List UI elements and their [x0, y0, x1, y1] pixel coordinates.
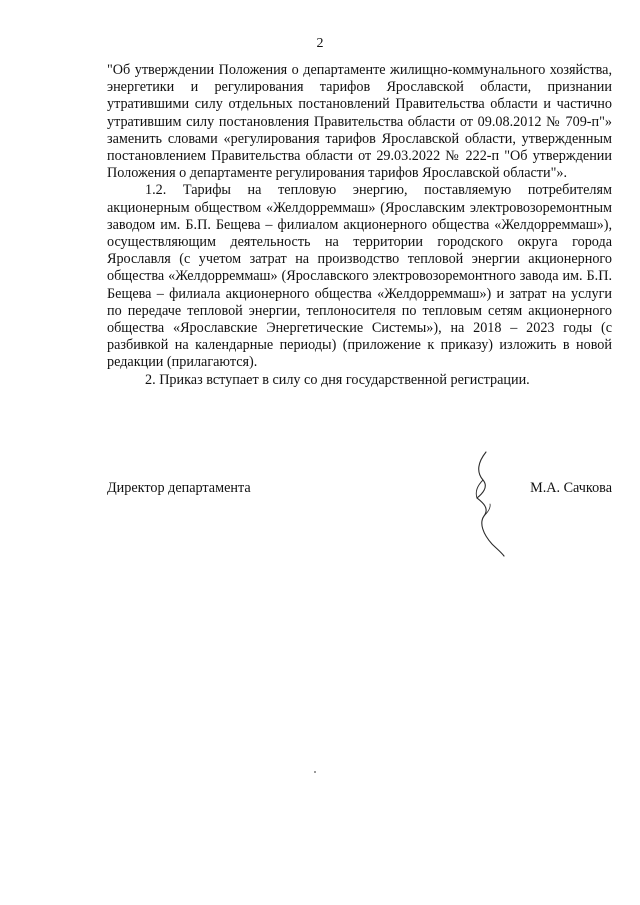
scan-speck	[314, 771, 316, 773]
handwritten-signature-icon	[468, 448, 512, 558]
signature-block	[107, 480, 612, 500]
page-number: 2	[316, 36, 324, 51]
signer-name: М.А. Сачкова	[530, 480, 612, 496]
paragraph-tariffs-clause: 1.2. Тарифы на тепловую энергию, поставляемую потребителям акционерным обществом «Желдорреммаш» (Ярославским электровозоремонтным заводом им. Б.П. Бещева – филиалом акционерного общества «Желдорреммаш»), осуществляющим деятельность на территории городского округа города Ярославля (с учетом затрат на производство тепловой энергии акционерного общества «Желдорреммаш» (Ярославского электровозоремонтного завода им. Б.П. Бещева – филиала акционерного общества «Желдорреммаш») и затрат на услуги по передаче тепловой энергии, теплоносителя по тепловым сетям акционерного общества «Ярославские Энергетические Системы»), на 2018 – 2023 годы (с разбивкой на календарные периоды) (приложение к приказу) изложить в новой редакции (прилагаются).	[107, 182, 612, 371]
document-body	[107, 62, 612, 389]
paragraph-amendment-wording: "Об утверждении Положения о департаменте жилищно-коммунального хозяйства, энергетики и регулирования тарифов Ярославской области, признании утратившими силу отдельных постановлений Правительства области и частично утратившим силу постановления Правительства области от 09.08.2012 № 709-п"» заменить словами «регулирования тарифов Ярославской области, утвержденным постановлением Правительства области от 29.03.2022 № 222-п "Об утверждении Положения о департаменте регулирования тарифов Ярославской области"».	[107, 62, 612, 182]
signer-title: Директор департамента	[107, 480, 251, 496]
paragraph-effective-date-clause: 2. Приказ вступает в силу со дня государственной регистрации.	[145, 371, 530, 388]
